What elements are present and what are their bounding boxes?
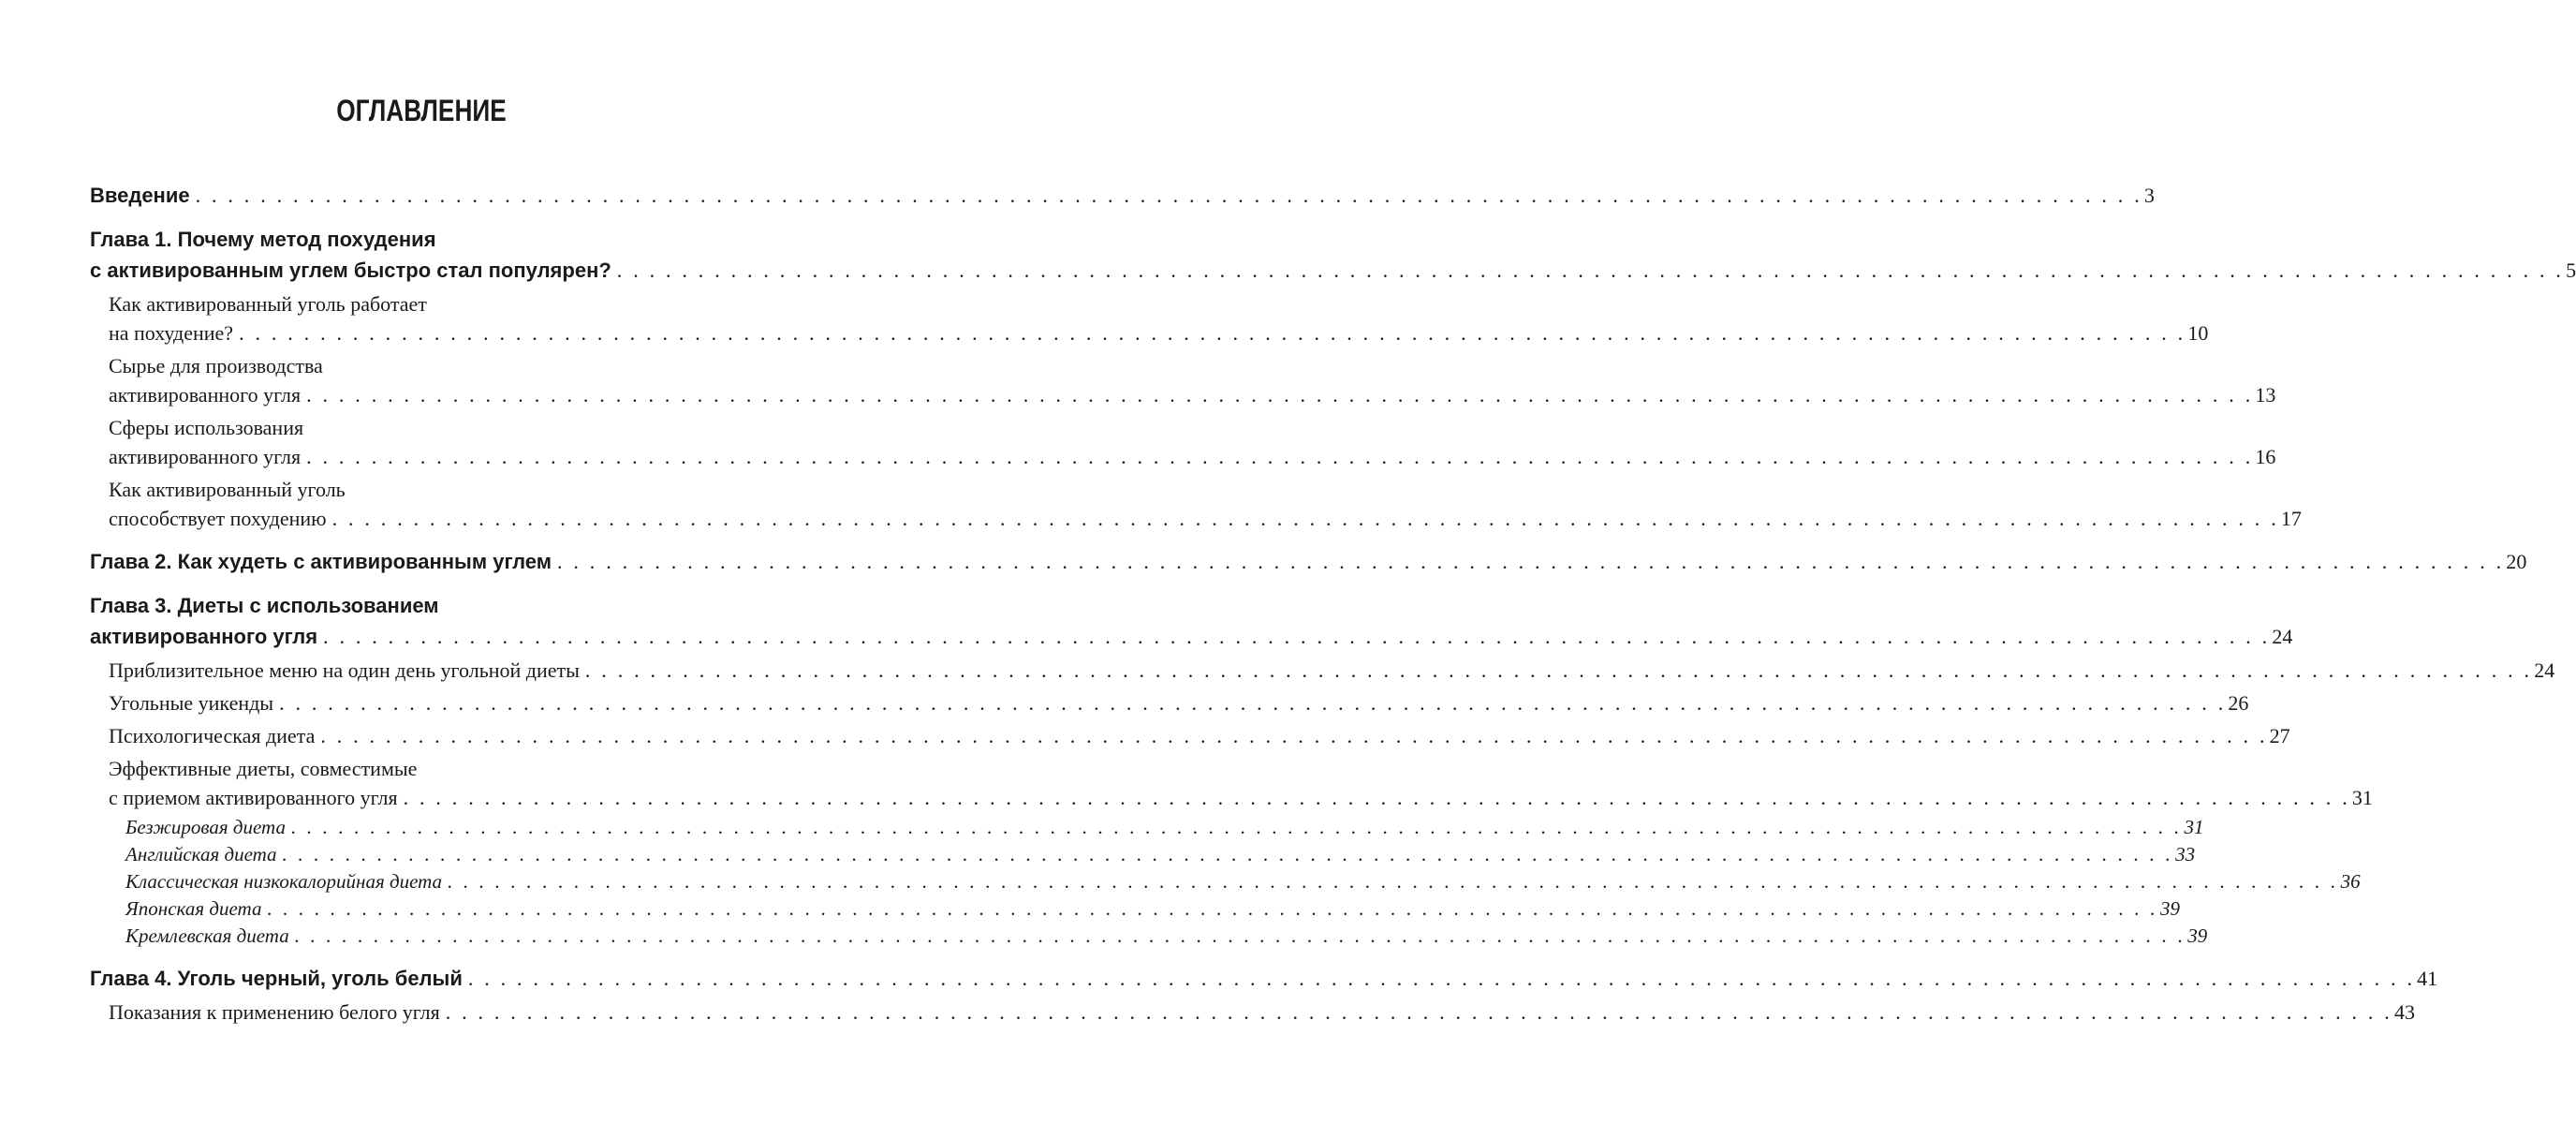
dot-leader: . . . . . . . . . . . . . . . . . . . . . . . . . . . . . . . . . . . . . . . . . . . . . . . . . . . . . . . . . . . . . . . . . . . . . . . . . . . . . . . . . . . . . . . . . . . . . . . . . . . . . . . . . . . . . . . . . . . . . . . . xyxy=(616,259,2565,282)
page-number: 24 xyxy=(2272,625,2293,648)
toc-entry xyxy=(90,590,2293,652)
dot-leader: . . . . . . . . . . . . . . . . . . . . . . . . . . . . . . . . . . . . . . . . . . . . . . . . . . . . . . . . . . . . . . . . . . . . . . . . . . . . . . . . . . . . . . . . . . . . . . . . . . . . . . . . . . . . . . . . . . . . . . . . xyxy=(306,383,2254,407)
toc-entry xyxy=(90,688,2249,717)
page-number: 36 xyxy=(2340,870,2361,893)
toc-entry-title: Глава 2. Как худеть с активированным углем xyxy=(90,550,552,573)
page-number: 26 xyxy=(2228,691,2249,715)
page-number: 20 xyxy=(2506,550,2527,573)
dot-leader: . . . . . . . . . . . . . . . . . . . . . . . . . . . . . . . . . . . . . . . . . . . . . . . . . . . . . . . . . . . . . . . . . . . . . . . . . . . . . . . . . . . . . . . . . . . . . . . . . . . . . . . . . . . . . . . . . . . . . . . . xyxy=(195,184,2142,207)
page-number: 39 xyxy=(2187,924,2208,947)
toc-entry-title: Сырье для производства xyxy=(109,354,323,377)
toc-entry xyxy=(90,923,2208,950)
toc-entry-title: Эффективные диеты, совместимые xyxy=(109,757,418,780)
toc-entry-line xyxy=(109,656,2555,685)
page-number: 31 xyxy=(2351,786,2373,809)
toc-entry-line xyxy=(90,180,2155,211)
toc-entry-line xyxy=(125,814,2204,841)
toc-entry-title: Классическая низкокалорийная диета xyxy=(125,870,443,893)
page-number: 13 xyxy=(2255,383,2276,407)
toc-entry xyxy=(90,814,2204,841)
toc-entry-line xyxy=(109,688,2249,717)
toc-entry-line xyxy=(125,868,2361,895)
toc-entry-title: Приблизительное меню на один день угольной диеты xyxy=(109,658,580,682)
toc-entry-line xyxy=(90,546,2527,577)
toc-entry-line xyxy=(125,841,2196,868)
page-number: 33 xyxy=(2175,843,2196,865)
toc-entry-title: Введение xyxy=(90,184,190,207)
toc-entry-line xyxy=(109,442,2276,471)
toc-entry-line xyxy=(109,998,2416,1027)
page-number: 31 xyxy=(2184,816,2204,838)
dot-leader: . . . . . . . . . . . . . . . . . . . . . . . . . . . . . . . . . . . . . . . . . . . . . . . . . . . . . . . . . . . . . . . . . . . . . . . . . . . . . . . . . . . . . . . . . . . . . . . . . . . . . . . . . . . . . . . . . . . . . . . . xyxy=(282,843,2174,865)
dot-leader: . . . . . . . . . . . . . . . . . . . . . . . . . . . . . . . . . . . . . . . . . . . . . . . . . . . . . . . . . . . . . . . . . . . . . . . . . . . . . . . . . . . . . . . . . . . . . . . . . . . . . . . . . . . . . . . . . . . . . . . . xyxy=(239,321,2186,345)
dot-leader: . . . . . . . . . . . . . . . . . . . . . . . . . . . . . . . . . . . . . . . . . . . . . . . . . . . . . . . . . . . . . . . . . . . . . . . . . . . . . . . . . . . . . . . . . . . . . . . . . . . . . . . . . . . . . . . . . . . . . . . . xyxy=(584,658,2533,682)
toc-entry-line xyxy=(109,754,715,783)
toc-entry-title: Глава 1. Почему метод похудения xyxy=(90,228,436,251)
dot-leader: . . . . . . . . . . . . . . . . . . . . . . . . . . . . . . . . . . . . . . . . . . . . . . . . . . . . . . . . . . . . . . . . . . . . . . . . . . . . . . . . . . . . . . . . . . . . . . . . . . . . . . . . . . . . . . . . . . . . . . . . xyxy=(467,967,2416,990)
toc-entry-line xyxy=(109,289,715,318)
page-number: 5 xyxy=(2566,259,2576,282)
toc-entry-line xyxy=(125,895,2181,923)
dot-leader: . . . . . . . . . . . . . . . . . . . . . . . . . . . . . . . . . . . . . . . . . . . . . . . . . . . . . . . . . . . . . . . . . . . . . . . . . . . . . . . . . . . . . . . . . . . . . . . . . . . . . . . . . . . . . . . . . . . . . . . . xyxy=(267,897,2159,920)
dot-leader: . . . . . . . . . . . . . . . . . . . . . . . . . . . . . . . . . . . . . . . . . . . . . . . . . . . . . . . . . . . . . . . . . . . . . . . . . . . . . . . . . . . . . . . . . . . . . . . . . . . . . . . . . . . . . . . . . . . . . . . . xyxy=(557,550,2505,573)
dot-leader: . . . . . . . . . . . . . . . . . . . . . . . . . . . . . . . . . . . . . . . . . . . . . . . . . . . . . . . . . . . . . . . . . . . . . . . . . . . . . . . . . . . . . . . . . . . . . . . . . . . . . . . . . . . . . . . . . . . . . . . . xyxy=(331,507,2279,530)
toc-entry xyxy=(90,224,2576,286)
toc-entry-line xyxy=(109,318,2209,348)
page-number: 16 xyxy=(2255,445,2276,468)
toc-entry-line xyxy=(125,923,2208,950)
toc-entry-line xyxy=(109,413,715,442)
toc-entry-line xyxy=(109,504,2302,533)
dot-leader: . . . . . . . . . . . . . . . . . . . . . . . . . . . . . . . . . . . . . . . . . . . . . . . . . . . . . . . . . . . . . . . . . . . . . . . . . . . . . . . . . . . . . . . . . . . . . . . . . . . . . . . . . . . . . . . . . . . . . . . . xyxy=(306,445,2254,468)
toc-entry-title: активированного угля xyxy=(90,625,318,648)
toc-entry xyxy=(90,998,2416,1027)
toc-entry-line xyxy=(109,783,2373,812)
toc-entry xyxy=(90,721,2290,750)
page-number: 17 xyxy=(2280,507,2302,530)
dot-leader: . . . . . . . . . . . . . . . . . . . . . . . . . . . . . . . . . . . . . . . . . . . . . . . . . . . . . . . . . . . . . . . . . . . . . . . . . . . . . . . . . . . . . . . . . . . . . . . . . . . . . . . . . . . . . . . . . . . . . . . . xyxy=(294,924,2186,947)
toc-entry xyxy=(90,413,2276,471)
toc-entry-line xyxy=(90,590,715,621)
toc-entry-line xyxy=(90,963,2438,994)
page-title: ОГЛАВЛЕНИЕ xyxy=(336,94,507,127)
dot-leader: . . . . . . . . . . . . . . . . . . . . . . . . . . . . . . . . . . . . . . . . . . . . . . . . . . . . . . . . . . . . . . . . . . . . . . . . . . . . . . . . . . . . . . . . . . . . . . . . . . . . . . . . . . . . . . . . . . . . . . . . xyxy=(445,1000,2393,1024)
toc-entry xyxy=(90,351,2276,409)
toc-entry xyxy=(90,180,2155,211)
page-number: 43 xyxy=(2394,1000,2416,1024)
toc-entry-title: активированного угля xyxy=(109,383,302,407)
toc-entry-title: Английская диета xyxy=(125,843,277,865)
toc-entry xyxy=(90,963,2438,994)
toc-entry-title: Сферы использования xyxy=(109,416,304,439)
toc-entry-title: с приемом активированного угля xyxy=(109,786,398,809)
toc-entry-line xyxy=(109,475,715,504)
toc-entry-title: активированного угля xyxy=(109,445,302,468)
toc-entry-title: Психологическая диета xyxy=(109,724,316,747)
page-number: 10 xyxy=(2187,321,2209,345)
dot-leader: . . . . . . . . . . . . . . . . . . . . . . . . . . . . . . . . . . . . . . . . . . . . . . . . . . . . . . . . . . . . . . . . . . . . . . . . . . . . . . . . . . . . . . . . . . . . . . . . . . . . . . . . . . . . . . . . . . . . . . . . xyxy=(448,870,2339,893)
dot-leader: . . . . . . . . . . . . . . . . . . . . . . . . . . . . . . . . . . . . . . . . . . . . . . . . . . . . . . . . . . . . . . . . . . . . . . . . . . . . . . . . . . . . . . . . . . . . . . . . . . . . . . . . . . . . . . . . . . . . . . . . xyxy=(290,816,2183,838)
toc-entry-title: Глава 3. Диеты с использованием xyxy=(90,594,439,617)
toc-entry-title: Японская диета xyxy=(125,897,262,920)
dot-leader: . . . . . . . . . . . . . . . . . . . . . . . . . . . . . . . . . . . . . . . . . . . . . . . . . . . . . . . . . . . . . . . . . . . . . . . . . . . . . . . . . . . . . . . . . . . . . . . . . . . . . . . . . . . . . . . . . . . . . . . . xyxy=(279,691,2227,715)
toc-entry-title: Кремлевская диета xyxy=(125,924,289,947)
toc-entry xyxy=(90,868,2361,895)
toc-entry xyxy=(90,754,2373,812)
toc-entry-title: Угольные уикенды xyxy=(109,691,274,715)
toc-entry-line xyxy=(90,621,2293,652)
toc-entry-line xyxy=(90,255,2576,286)
page-number: 3 xyxy=(2143,184,2155,207)
toc-entry-title: способствует похудению xyxy=(109,507,327,530)
toc-entry xyxy=(90,895,2181,923)
toc-entry xyxy=(90,475,2302,533)
page-number: 24 xyxy=(2534,658,2555,682)
toc-entry-title: Безжировая диета xyxy=(125,816,286,838)
page-number: 27 xyxy=(2269,724,2290,747)
dot-leader: . . . . . . . . . . . . . . . . . . . . . . . . . . . . . . . . . . . . . . . . . . . . . . . . . . . . . . . . . . . . . . . . . . . . . . . . . . . . . . . . . . . . . . . . . . . . . . . . . . . . . . . . . . . . . . . . . . . . . . . . xyxy=(320,724,2268,747)
toc-entry xyxy=(90,656,2555,685)
dot-leader: . . . . . . . . . . . . . . . . . . . . . . . . . . . . . . . . . . . . . . . . . . . . . . . . . . . . . . . . . . . . . . . . . . . . . . . . . . . . . . . . . . . . . . . . . . . . . . . . . . . . . . . . . . . . . . . . . . . . . . . . xyxy=(323,625,2271,648)
toc-entry xyxy=(90,546,2527,577)
toc-entry-title: с активированным углем быстро стал популярен? xyxy=(90,259,611,282)
toc-entry-title: на похудение? xyxy=(109,321,234,345)
toc-entry-title: Как активированный уголь xyxy=(109,478,346,501)
page-number: 41 xyxy=(2417,967,2438,990)
toc-entry-title: Глава 4. Уголь черный, уголь белый xyxy=(90,967,463,990)
toc-entry-title: Как активированный уголь работает xyxy=(109,292,427,316)
dot-leader: . . . . . . . . . . . . . . . . . . . . . . . . . . . . . . . . . . . . . . . . . . . . . . . . . . . . . . . . . . . . . . . . . . . . . . . . . . . . . . . . . . . . . . . . . . . . . . . . . . . . . . . . . . . . . . . . . . . . . . . . xyxy=(403,786,2350,809)
toc-entry xyxy=(90,289,2209,348)
toc-entry-title: Показания к применению белого угля xyxy=(109,1000,440,1024)
toc-entry-line xyxy=(90,224,715,255)
toc-entry xyxy=(90,841,2196,868)
toc-entry-line xyxy=(109,351,715,380)
toc-entry-line xyxy=(109,380,2276,409)
table-of-contents xyxy=(90,180,2576,1027)
toc-entry-line xyxy=(109,721,2290,750)
page-number: 39 xyxy=(2160,897,2181,920)
